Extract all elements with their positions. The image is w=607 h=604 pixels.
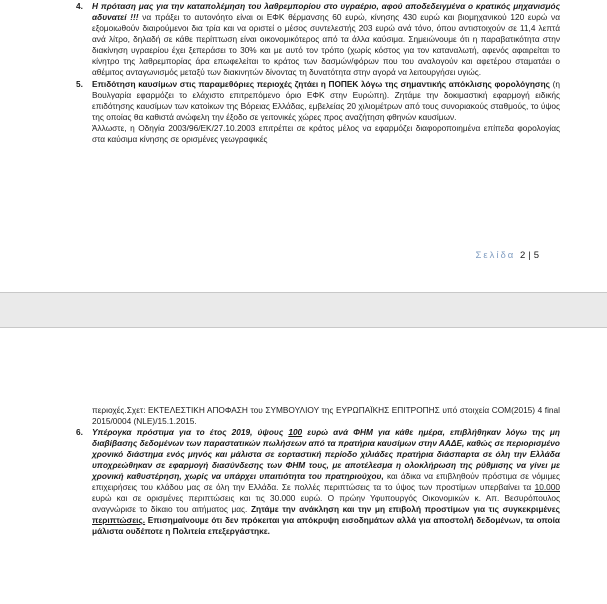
- paragraph-5: [92, 79, 560, 123]
- page-footer: [476, 250, 539, 261]
- paragraph-4: [92, 1, 560, 78]
- paragraph-6-end-b: Επισημαίνουμε ότι δεν πρόκειται για απόκρυψη εισοδημάτων αλλά για αποστολή δεδομένων, τα οποία μάλιστα ουδέποτε η Πολιτεία επεξεργάστηκε.: [92, 515, 560, 536]
- footer-page-number: 2: [519, 250, 526, 261]
- document-page-top: [0, 0, 607, 293]
- paragraph-4-lead: Η πρόταση μας για την καταπολέμηση του λαθρεμπορίου στο υγραέριο, αφού αποδεδειγμένα ο κρατικός μηχανισμός αδυνατεί !!!: [92, 1, 560, 22]
- document-page-bottom: [0, 327, 607, 604]
- paragraph-5-text: (η Βουλγαρία εφαρμόζει το ελάχιστο επιτρεπόμενο όριο ΕΦΚ στην Ευρώπη). Ζητάμε την δοκιμαστική εφαρμογή ειδικής επιδότησης καυσίμων των κατοίκων της Βόρειας Ελλάδας, εμβελείας 20 χιλιομέτρων από τους συνοριακούς σταθμούς, το ύψος της οποίας θα καθιστά ανώφελη την έξοδο σε γειτονικές χώρες προς αναζήτηση φθηνών καυσίμων.: [92, 79, 560, 122]
- paragraph-6-lead-a: Υπέρογκα πρόστιμα για το έτος 2019, ύψους: [92, 427, 289, 437]
- footer-label: Σελίδα: [475, 250, 516, 261]
- paragraph-6-text-a: και άδικα να επιβληθούν πρόστιμα σε νόμιμες επιχειρήσεις του κλάδου μας σε όλη την Ελλάδα. Σε πολλές περιπτώσεις τα το ύψος των προστίμων υπερβαίνει τα: [92, 471, 560, 492]
- paragraph-5-continued: Άλλωστε, η Οδηγία 2003/96/ΕΚ/27.10.2003 επιτρέπει σε κράτος μέλος να εφαρμόζει διαφοροποιημένα επίπεδα φορολογίας στα καύσιμα κίνησης σε ορισμένες γεωγραφικές: [92, 123, 560, 144]
- paragraph-6-end-underlined: περιπτώσεις.: [92, 515, 146, 525]
- list-number: 4.: [76, 1, 83, 11]
- paragraph-6-text-b: ευρώ και σε ορισμένες περιπτώσεις και τις 30.000 ευρώ. Ο πρώην Υφυπουργός Οικονομικών κ. Απ. Βεσυρόπουλος αναγνώρισε το δίκαιο του αιτήματος μας.: [92, 493, 560, 514]
- paragraph-6-end-a: Ζητάμε την ανάκληση και την μη επιβολή προστίμων για τις συγκεκριμένες: [250, 504, 560, 514]
- list-item-5: [76, 79, 560, 145]
- list-number: 5.: [76, 79, 83, 89]
- paragraph-4-text: να πράξει το αυτονόητο είναι οι ΕΦΚ θέρμανσης 60 ευρώ, κίνησης 430 ευρώ και βιομηχανικού 120 ευρώ να εξομοιωθούν διαιρούμενοι δια τρία και να οριστεί ο μέσος συντελεστής 203 ευρώ ανά τόνο, όπου αντιστοιχούν σε 11,4 λεπτά ανά λίτρο, δηλαδή σε κάθε περίπτωση είναι οικονομικότερος από τα άλλα καύσιμα. Σημειώνουμε ότι η παραβατικότητα στην διακίνηση υγραερίου έχει ξεπεράσει το 30% και με αυτό τον τρόπο (χωρίς κόστος για τον καταναλωτή, αφενός αφαιρείται το κίνητρο της λαθρεμπορίας άρα επωφελείται το κράτος των δασμών/φόρων που του αναλογούν και αφετέρου σταματάει ο αθέμιτος ανταγωνισμός μεταξύ των διακινητών δίνοντας τη δυνατότητα στην αγορά να λειτουργήσει υγιώς.: [92, 12, 560, 77]
- paragraph-6-text-amount: 10.000: [534, 482, 560, 492]
- list-item-6: [76, 427, 560, 537]
- continued-paragraph: περιοχές.Σχετ: ΕΚΤΕΛΕΣΤΙΚΗ ΑΠΟΦΑΣΗ του ΣΥΜΒΟΥΛΙΟΥ της ΕΥΡΩΠΑΪΚΗΣ ΕΠΙΤΡΟΠΗΣ υπό στοιχεία COM(2015) 4 final 2015/0004 (NLE)/15.1.2015.: [92, 405, 560, 426]
- list-item-4: [76, 1, 560, 78]
- paragraph-5-lead: Επιδότηση καυσίμων στις παραμεθόριες περιοχές ζητάει η ΠΟΠΕΚ λόγω της σημαντικής απόκλισης φορολόγησης: [92, 79, 550, 89]
- footer-page-total: 5: [533, 250, 539, 261]
- list-number: 6.: [76, 427, 83, 437]
- page-content-top: [76, 1, 560, 145]
- page-content-bottom: [76, 405, 560, 537]
- footer-separator: |: [528, 250, 531, 261]
- paragraph-6: [92, 427, 560, 537]
- paragraph-6-lead-b: ευρώ ανά ΦΗΜ για κάθε ημέρα, επιβλήθηκαν λόγω της μη διαβίβασης δεδομένων των παραστατικών πωλήσεων από τα πρατήρια καυσίμων στην ΑΑΔΕ, καθώς σε περιορισμένο χρονικό διάστημα ενός μηνός και μάλιστα σε εορταστική περίοδο χιλιάδες πρατήρια διάσπαρτα σε όλη την Ελλάδα υποχρεώθηκαν σε εφαρμογή διασύνδεσης των ΦΗΜ τους, με αποτέλεσμα η ολοκλήρωση της ρύθμισης να γίνει με χρονική καθυστέρηση, χωρίς να υπάρχει υπαιτιότητα του πρατηριούχου,: [92, 427, 560, 481]
- paragraph-6-lead-amount: 100: [288, 427, 303, 437]
